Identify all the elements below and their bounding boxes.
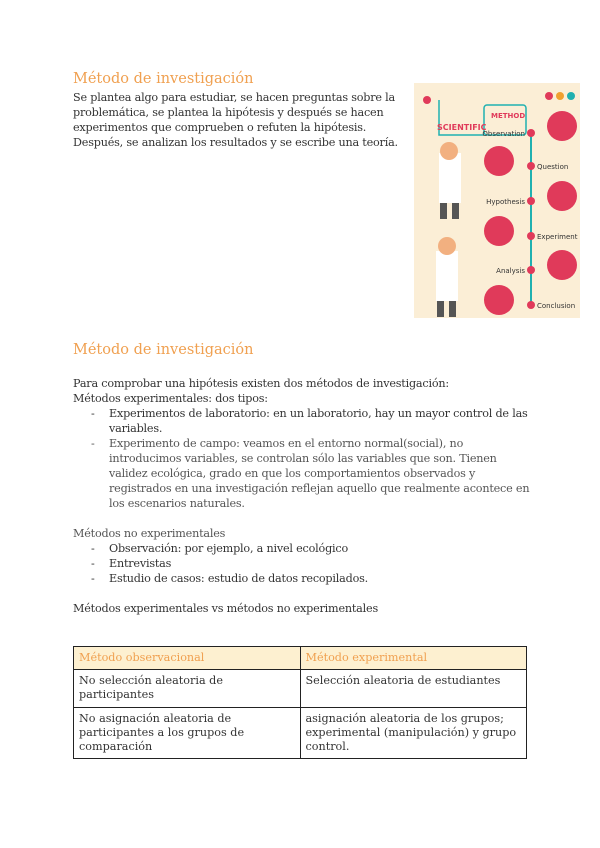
table-cell: asignación aleatoria de los grupos; experimental (manipulación) y grupo control. <box>300 708 527 759</box>
comparison-table <box>73 646 527 759</box>
svg-text:SCIENTIFIC: SCIENTIFIC <box>437 123 487 132</box>
svg-text:METHOD: METHOD <box>491 112 526 120</box>
list-item: - Observación: por ejemplo, a nivel ecológico <box>73 541 533 556</box>
comparison-heading: Métodos experimentales vs métodos no experimentales <box>73 602 378 615</box>
svg-text:Experiment: Experiment <box>537 233 578 241</box>
methods-text <box>73 376 533 616</box>
intro-line: Para comprobar una hipótesis existen dos métodos de investigación: <box>73 377 449 390</box>
non-experimental-list <box>73 541 533 586</box>
table-row <box>74 708 527 759</box>
svg-text:Question: Question <box>537 163 569 171</box>
svg-text:Analysis: Analysis <box>496 267 525 275</box>
table-cell: No selección aleatoria de participantes <box>74 670 301 708</box>
table-cell: Selección aleatoria de estudiantes <box>300 670 527 708</box>
table-header: Método observacional <box>74 647 301 670</box>
svg-text:Observation: Observation <box>482 130 525 138</box>
list-item: - Entrevistas <box>73 556 533 571</box>
table-header-row <box>74 647 527 670</box>
section-title: Método de investigación <box>73 71 254 87</box>
list-item: - Experimentos de laboratorio: en un laboratorio, hay un mayor control de las variables. <box>73 406 533 436</box>
svg-text:Hypothesis: Hypothesis <box>486 198 525 206</box>
non-experimental-heading: Métodos no experimentales <box>73 527 226 540</box>
experimental-heading: Métodos experimentales: dos tipos: <box>73 392 268 405</box>
table-row <box>74 670 527 708</box>
table-cell: No asignación aleatoria de participantes a los grupos de comparación <box>74 708 301 759</box>
section-title: Método de investigación <box>73 342 254 358</box>
experimental-list <box>73 406 533 511</box>
list-item: - Estudio de casos: estudio de datos recopilados. <box>73 571 533 586</box>
scientific-method-illustration <box>414 83 580 318</box>
table-header: Método experimental <box>300 647 527 670</box>
svg-text:Conclusion: Conclusion <box>537 302 576 310</box>
list-item: - Experimento de campo: veamos en el entorno normal(social), no introducimos variables, se controlan sólo las variables que son. Tienen validez ecológica, grado en que los comportamientos observados y registrados en una investigación reflejan aquello que realmente acontece en los escenarios naturales. <box>73 436 533 511</box>
intro-paragraph: Se plantea algo para estudiar, se hacen preguntas sobre la problemática, se plantea la hipótesis y después se hacen experimentos que comprueben o refuten la hipótesis. Después, se analizan los resultados y se escribe una teoría. <box>73 91 398 149</box>
